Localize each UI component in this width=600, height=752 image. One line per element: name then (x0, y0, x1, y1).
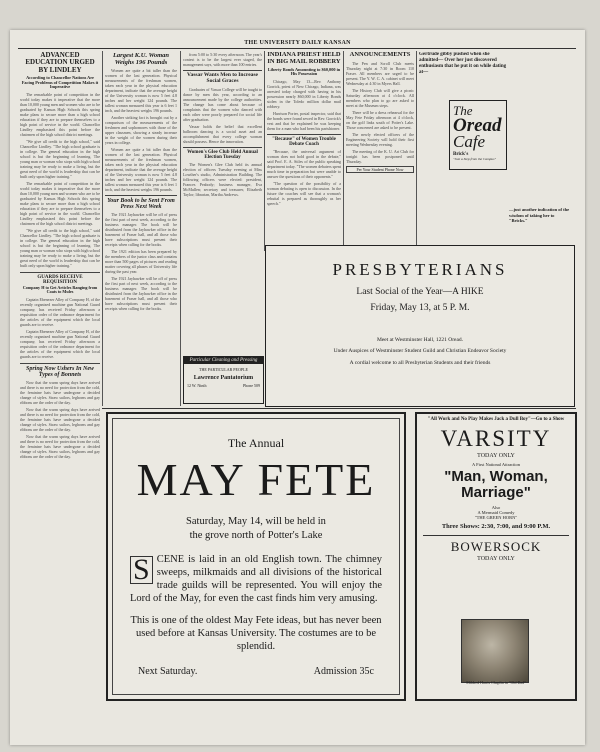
article-lindley (20, 92, 100, 268)
headline-glee-club: Women's Glee Club Held Annual Election Tuesday (183, 147, 262, 161)
paragraph: Graduates of Vassar College will be taught to dance by men this year, according to an announcement made by the college authorities. The change has come about because of complaints that the women who danced with each other were poorly prepared for social life after graduation. (183, 86, 262, 122)
varsity-tagline: "All Work and No Play Makes Jack a Dull Boy"—Go to a Show (427, 417, 565, 422)
column-divider (102, 51, 103, 406)
presb-event: Last Social of the Year—A HIKE (356, 287, 484, 297)
cafe-name-line2: Oread (453, 115, 502, 136)
announcements-list (346, 61, 414, 164)
varsity-divider (423, 535, 569, 536)
paragraph: from 5:00 to 5:30 every afternoon. The year's contest is to be the largest ever staged, the management says, with more than 100 entries. (183, 52, 262, 67)
paragraph: Vassar holds the belief that excellent ballroom dancing is a social asset and an accomplishment that every college woman should possess. Hence the innovation. (183, 123, 262, 144)
paragraph: Chicago, May 13—Rev. Anthony Gorrick, priest of New Chicago, Indiana, was arrested today charged with having in his possession nearly $60,000 in Liberty Bonds stolen in the Toledo million dollar mail robbery. (267, 78, 341, 109)
headline-vassar: Vassar Wants Men to Increase Social Graces (183, 70, 262, 85)
announcement: The History Club will give a picnic Saturday afternoon at 4 o'clock. All members who plan to go are asked to meet at the Museum steps. (346, 87, 414, 108)
cafe-logo-box (449, 100, 507, 170)
article-book (105, 212, 177, 311)
headline-guards: GUARDS RECEIVE REQUISITION (20, 272, 100, 286)
column-divider (180, 51, 181, 406)
varsity-comedy-title: "THE GREEN HORN" (474, 515, 518, 520)
paragraph: Captain Ebenezer Alley of Company H, of the recently organized machine gun National Guard company, has received Friday afternoon a requisition order of the ordnance department for the articles of the equipment which the local guards are to receive. (20, 328, 100, 359)
paragraph: The Women's Glee Club held its annual election of officers Tuesday evening at Miss Lowther's studio, Administration Building. The following officers were elected: president, Frances Peabody; business manager, Eva McMullen; secretary and treasurer, Elizabeth Taylor; librarian, Martha Andrews. (183, 162, 262, 198)
paragraph: Now that the warm spring days have arrived and there is no need for protection from the cold, the feminine hats have undergone a decided change of styles. Straw sailors, leghorns and gay ribbons are the order of the day. (20, 406, 100, 432)
article-vassar (183, 87, 262, 144)
cafe-slogan: "Just a Step from the Campus" (453, 157, 496, 161)
presb-title: PRESBYTERIANS (332, 260, 508, 279)
headline-announcements: ANNOUNCEMENTS (349, 52, 411, 58)
varsity-also: Also (491, 505, 501, 510)
may-fete-inner-border (112, 418, 400, 695)
fete-pre-title: The Annual (227, 436, 285, 450)
paragraph: Women are quite a bit taller than the women of the last generation. Physical measurements of the freshman women, taken each year in the physical education department, indicate that the average height of the University woman is now 5 feet 4.8 inches and her weight 124 pounds. The tallest woman measured this year is 6 feet 1 inch, and the heaviest weighs 196 pounds. (105, 147, 177, 192)
paragraph: The 1921 Jayhawker will be off of press the first part of next week, according to the business manager. The book will be distributed from the Jayhawker office in the basement of Fraser hall, and all those who have subscriptions must present their receipts when calling for the books. (105, 212, 177, 247)
announcement: The newly elected officers of the Engineering Society will hold their first meeting Wednesday evening. (346, 131, 414, 147)
fete-footer (138, 666, 374, 677)
article-priest (267, 79, 341, 131)
ad-address: 12 W. Ninth (187, 383, 207, 388)
bowersock-today-only: TODAY ONLY (477, 556, 515, 562)
column-5 (346, 52, 414, 247)
headline-indiana-priest: INDIANA PRIEST HELD IN BIG MAIL ROBBERY (267, 52, 341, 65)
ad-tagline: THE PARTICULAR PEOPLE (199, 367, 248, 372)
headline-advanced-education: ADVANCED EDUCATION URGED BY LINDLEY (25, 52, 95, 74)
headline-bonnets: Spring Now Ushers In New Types of Bonnets (20, 363, 100, 378)
paragraph: Now that the warm spring days have arrived and there is no need for protection from the cold, the feminine hats have undergone a decided change of styles. Straw sailors, leghorns and gay ribbons are the order of the day. (20, 379, 100, 405)
presb-auspices: Under Auspices of Westminster Student Guild and Christian Endeavor Society (333, 348, 507, 354)
varsity-comedy: A Mermaid Comedy (477, 510, 515, 515)
section-rule (102, 408, 576, 409)
announcement: There will be a dress rehearsal for the May Fete Friday afternoon at 4 o'clock, on the golf links south of Potter's Lake. Those concerned are asked to be present. (346, 109, 414, 130)
fete-next-saturday: Next Saturday. (138, 666, 198, 677)
paragraph: The 1921 Jayhawker will be off of press the first part of next week, according to the business manager. The book will be distributed from the Jayhawker office in the basement of Fraser hall, and all those who have subscriptions must present their receipts when calling for the books. (105, 276, 177, 311)
fete-title: MAY FETE (136, 454, 376, 505)
headline-book: Your Book to be Sent From Press Next Week (105, 195, 177, 210)
ad-business-name: Lawrence Pantatorium (193, 375, 254, 381)
varsity-film-title: "Man, Woman, Marriage" (444, 468, 548, 501)
ad-oread-cafe (419, 52, 575, 247)
headline-largest-woman: Largest K.U. Woman Weighs 196 Pounds (112, 52, 170, 66)
ad-contact (184, 381, 263, 388)
presb-location: Meet at Westminster Hall, 1221 Oread. (376, 337, 464, 343)
column-1 (20, 52, 100, 742)
newspaper-page (10, 30, 585, 745)
presb-date: Friday, May 13, at 5 P. M. (370, 303, 470, 313)
article-bonnets (20, 380, 100, 459)
article-glee-club (183, 162, 262, 197)
ad-heading: Particular Cleaning and Pressing (184, 357, 263, 364)
varsity-title: VARSITY (440, 426, 552, 451)
fete-date-line: Saturday, May 14, will be held in (186, 516, 326, 527)
varsity-showtimes: Three Shows: 2:30, 7:00, and 9:00 P.M. (441, 523, 551, 530)
paragraph: Harrison Porter, postal inspector, said that the bonds were found sewed in Rev. Gorrick's vest and that he explained he was keeping them for a man who had been his parishioner. (267, 110, 341, 131)
column-2 (105, 52, 177, 404)
paragraph: "We give all credit to the high school," said Chancellor Lindley. "The high school graduate is in college. The general education in the high school is but the beginning of learning. The young man or woman who stops with high school training may be ready to make a living, but the great need of the world is leadership that can be built only upon higher training." (20, 227, 100, 268)
paragraph: "Because, the universal argument of woman does not hold good in the debate," said Prof. E. A. Stiles of the public speaking department today. "The women debaters spent much time in preparation but were unable to answer the questions of their opponents." (267, 149, 341, 180)
paragraph: Now that the warm spring days have arrived and there is no need for protection from the cold, the feminine hats have undergone a decided change of styles. Straw sailors, leghorns and gay ribbons are the order of the day. (20, 433, 100, 459)
column-divider (416, 51, 417, 246)
column-divider (343, 51, 344, 246)
presbyterians-ad (265, 245, 575, 407)
subhead-liberty-bonds: Liberty Bonds Amounting to $60,000 in His Possession (267, 66, 341, 77)
ad-phone: Phone 509 (243, 383, 260, 388)
bowersock-title: BOWERSOCK (450, 539, 542, 554)
may-fete-ad (106, 412, 406, 701)
photo-caption: Mildred Harris Chaplin in "Old Dad" (466, 680, 526, 685)
cafe-name-line3: Cafe (453, 132, 486, 151)
ad-pantatorium (183, 356, 264, 404)
paragraph: Captain Ebenezer Alley of Company H, of the recently organized machine gun National Guard company, has received Friday afternoon a requisition order of the ordnance department for the articles of the equipment which the local guards are to receive. (20, 296, 100, 327)
paragraph: Another striking fact is brought out by a comparison of the measurements of the freshmen and sophomores with those of the upper classmen, showing a steady increase in the weight of the women during their years in college. (105, 115, 177, 145)
cafe-brick: Brick's (453, 152, 469, 157)
film-still-photo (461, 619, 529, 683)
masthead-rule (18, 48, 576, 49)
cafe-name-line1: The (453, 103, 473, 118)
announcement: The meeting of the K. U. Art Club for tonight has been postponed until Thursday. (346, 148, 414, 164)
fete-para1: CENE is laid in an old English town. The chimney sweeps, milkmaids and all divisions of the historical trade guilds will be represented. You will enjoy the Lord of the May, for even the cast finds him very amusing. (130, 554, 382, 604)
subhead-guards: Company H to Get Articles Ranging from Coats to Mules (22, 285, 98, 295)
fete-location-line: the grove north of Potter's Lake (189, 530, 323, 541)
paragraph: "We give all credit to the high school," said Chancellor Lindley. "The high school graduate is in college. The general education in the high school is but the beginning of learning. The young man or woman who stops with high school training may be ready to make a living, but the great need of the world is leadership that can be built only upon higher training." (20, 138, 100, 179)
varsity-presenter: A First National Attraction (471, 462, 521, 467)
presb-welcome: A cordial welcome to all Presbyterian Students and their friends (349, 360, 491, 366)
column-4 (267, 52, 341, 247)
fete-para2: This is one of the oldest May Fete ideas, but has never been used before at Kansas University. The costumes are to be splendid. (130, 615, 382, 652)
article-largest-woman (105, 68, 177, 192)
varsity-theatre-ad (415, 412, 577, 701)
subhead-lindley: According to Chancellor Nations Are Facing Problems of Competition Makes it Imperative (21, 75, 99, 90)
paragraph: "The question of the possibility of a woman debating is open to discussion. In the future the coaches will see that a woman's rebuttal is prepared as thoroughly as her speech." (267, 181, 341, 207)
varsity-today-only: TODAY ONLY (477, 453, 515, 459)
paragraph: Women are quite a bit taller than the women of the last generation. Physical measurements of the freshman women, taken each year in the physical education department, indicate that the average height of the University woman is now 5 feet 4.8 inches and her weight 124 pounds. The tallest woman measured this year is 6 feet 1 inch, and the heaviest weighs 196 pounds. (105, 68, 177, 113)
paragraph: The remarkable point of competition in the world today makes it imperative that the more than 10,000 young men and women who are to be graduated by Kansas High Schools this spring make plans to secure more than a high school education if they are to prepare themselves to a high point of service in the world. Chancellor Lindley emphasized this point before the chairmen of the high school district meetings. (20, 180, 100, 226)
paragraph: The 1921 edition has been prepared by the members of the junior class and contains more than 500 pages of pictures and reading matter covering all phases of University life during the past year. (105, 249, 177, 274)
headline-debate: "Because" of Women Trouble Debate Coach (267, 134, 341, 148)
column-3 (183, 52, 262, 252)
announcement: The Pen and Scroll Club meets Thursday night at 7:30 in Room 110 Fraser. All members are urged to be present. The Y. W. C. A. cabinet will meet Wednesday at 4:30 in Myers Hall. (346, 60, 414, 86)
fete-admission: Admission 35c (313, 666, 374, 677)
article-guards (20, 297, 100, 359)
column-divider (264, 51, 265, 251)
article-continued (183, 52, 262, 67)
ad-teaser: Gertrude gibby pushed when she admitted— Over her just discovered enthusiasm that he put it on while dating at— (419, 52, 507, 75)
announcement-footer: Per Your Student Phone Now (346, 166, 414, 173)
masthead: THE UNIVERSITY DAILY KANSAN (244, 40, 351, 46)
article-debate (267, 149, 341, 206)
paragraph: The remarkable point of competition in the world today makes it imperative that the more than 10,000 young men and women who are to be graduated by Kansas High Schools this spring make plans to secure more than a high school education if they are to prepare themselves to a high point of service in the world. Chancellor Lindley emphasized this point before the chairmen of the high school district meetings. (20, 91, 100, 137)
drop-cap: S (130, 556, 153, 584)
ad-tail: —just another indication of the wisdom of taking her to "Bricks." (509, 207, 570, 223)
